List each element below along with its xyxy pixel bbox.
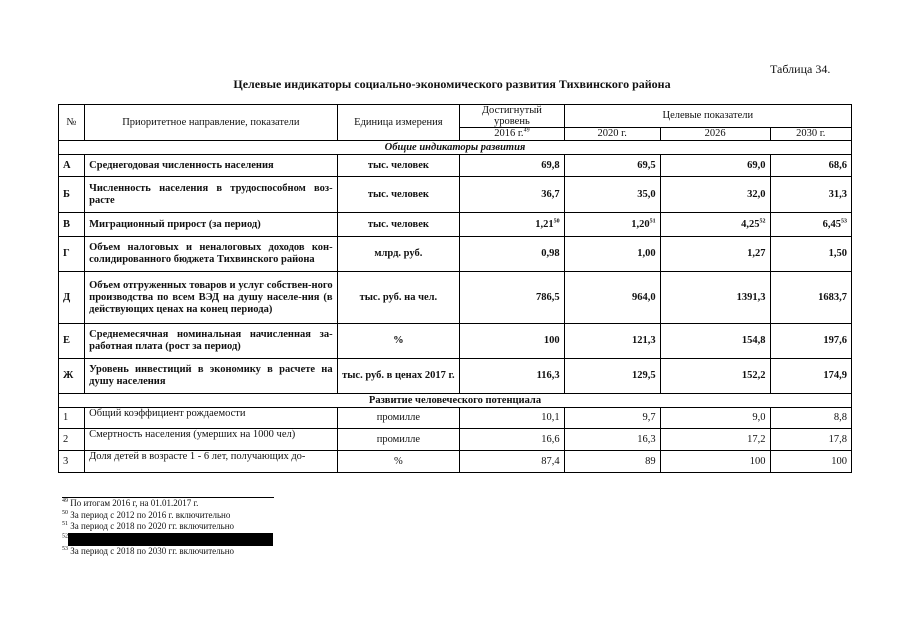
- row-name: Объем отгруженных товаров и услуг собствен-ного производства по всем ВЭД на душу населе-ния (в действующих ценах на конец периода): [85, 272, 337, 324]
- row-name: Общий коэффициент рождаемости: [85, 408, 337, 429]
- row-unit: тыс. человек: [337, 213, 460, 237]
- header-achieved: [460, 105, 564, 128]
- redacted-block: [68, 533, 273, 546]
- row-value-2020: 9,7: [564, 408, 660, 429]
- header-target: Целевые показатели: [564, 105, 851, 128]
- table-row: [59, 237, 852, 272]
- table-row: [59, 429, 852, 451]
- row-value-2030: 1,50: [770, 237, 852, 272]
- row-value-2020: 16,3: [564, 429, 660, 451]
- row-unit: млрд. руб.: [337, 237, 460, 272]
- row-value-2020: 89: [564, 451, 660, 473]
- footnote-49: $^{49}$ По итогам 2016 г, на 01.01.2017 г.: [62, 498, 199, 508]
- row-value-2026: 4,25$^{52}$: [660, 213, 770, 237]
- row-name: Среднегодовая численность населения: [85, 155, 337, 177]
- row-value-2026: 152,2: [660, 359, 770, 394]
- header-achieved-line1: Достигнутый: [481, 105, 542, 116]
- row-unit: промилле: [337, 429, 460, 451]
- row-num: Б: [59, 177, 85, 213]
- row-value-2030: 6,45$^{53}$: [770, 213, 852, 237]
- row-value-2030: 8,8: [770, 408, 852, 429]
- row-value-2016: 87,4: [460, 451, 564, 473]
- row-value-2020: 129,5: [564, 359, 660, 394]
- row-value-2030: 1683,7: [770, 272, 852, 324]
- row-value-2016: 1,21$^{50}$: [460, 213, 564, 237]
- row-unit: %: [337, 324, 460, 359]
- footnote-52: 52: [62, 533, 273, 546]
- row-unit: %: [337, 451, 460, 473]
- row-value-2030: 17,8: [770, 429, 852, 451]
- row-value-2030: 68,6: [770, 155, 852, 177]
- row-num: 1: [59, 408, 85, 429]
- row-num: 2: [59, 429, 85, 451]
- row-name: Уровень инвестиций в экономику в расчете на душу населения: [85, 359, 337, 394]
- row-value-2020: 1,20$^{51}$: [564, 213, 660, 237]
- row-value-2026: 1,27: [660, 237, 770, 272]
- row-value-2016: 16,6: [460, 429, 564, 451]
- row-name: Численность населения в трудоспособном воз-расте: [85, 177, 337, 213]
- table-row: [59, 272, 852, 324]
- footnote-51: $^{51}$ За период с 2018 по 2020 гг. включительно: [62, 521, 235, 531]
- row-value-2016: 36,7: [460, 177, 564, 213]
- row-name: Среднемесячная номинальная начисленная за-работная плата (рост за период): [85, 324, 337, 359]
- section-general: [59, 141, 852, 155]
- row-name: Доля детей в возрасте 1 - 6 лет, получающих до-: [85, 451, 337, 473]
- footnote-53: $^{53}$ За период с 2018 по 2030 гг. включительно: [62, 545, 235, 556]
- table-row: [59, 324, 852, 359]
- row-value-2026: 100: [660, 451, 770, 473]
- table-row: [59, 177, 852, 213]
- row-num: Е: [59, 324, 85, 359]
- header-2026: 2026: [660, 128, 770, 141]
- row-value-2030: 31,3: [770, 177, 852, 213]
- row-value-2026: 32,0: [660, 177, 770, 213]
- row-value-2020: 964,0: [564, 272, 660, 324]
- row-value-2026: 9,0: [660, 408, 770, 429]
- row-name: Смертность населения (умерших на 1000 чел): [85, 429, 337, 451]
- footnote-50: $^{50}$ За период с 2012 по 2016 г. включительно: [62, 509, 231, 520]
- row-num: Г: [59, 237, 85, 272]
- row-value-2030: 197,6: [770, 324, 852, 359]
- header-row-1: [59, 105, 852, 128]
- row-value-2020: 69,5: [564, 155, 660, 177]
- row-unit: тыс. руб. на чел.: [337, 272, 460, 324]
- row-unit: тыс. человек: [337, 155, 460, 177]
- row-value-2016: 786,5: [460, 272, 564, 324]
- header-num: №: [59, 105, 85, 141]
- table-row: [59, 451, 852, 473]
- section-general-title: Общие индикаторы развития: [59, 141, 852, 155]
- row-value-2016: 10,1: [460, 408, 564, 429]
- table-row: [59, 213, 852, 237]
- row-num: А: [59, 155, 85, 177]
- document-title: Целевые индикаторы социально-экономического развития Тихвинского района: [233, 77, 671, 91]
- header-achieved-line2: уровень: [494, 116, 530, 127]
- indicators-table: [58, 104, 852, 473]
- table-label: Таблица 34.: [770, 62, 831, 76]
- row-value-2016: 100: [460, 324, 564, 359]
- table-row: [59, 359, 852, 394]
- section-human-title: Развитие человеческого потенциала: [59, 394, 852, 408]
- row-value-2016: 116,3: [460, 359, 564, 394]
- table-row: [59, 155, 852, 177]
- row-num: В: [59, 213, 85, 237]
- row-num: 3: [59, 451, 85, 473]
- header-2020: 2020 г.: [564, 128, 660, 141]
- row-value-2016: 69,8: [460, 155, 564, 177]
- row-value-2026: 154,8: [660, 324, 770, 359]
- row-value-2026: 17,2: [660, 429, 770, 451]
- row-num: Д: [59, 272, 85, 324]
- row-value-2016: 0,98: [460, 237, 564, 272]
- row-value-2020: 1,00: [564, 237, 660, 272]
- row-value-2020: 35,0: [564, 177, 660, 213]
- row-value-2020: 121,3: [564, 324, 660, 359]
- row-value-2030: 174,9: [770, 359, 852, 394]
- row-unit: тыс. руб. в ценах 2017 г.: [337, 359, 460, 394]
- section-human: [59, 394, 852, 408]
- row-unit: тыс. человек: [337, 177, 460, 213]
- footnotes: [62, 498, 273, 557]
- table-row: [59, 408, 852, 429]
- row-value-2026: 69,0: [660, 155, 770, 177]
- row-num: Ж: [59, 359, 85, 394]
- row-unit: промилле: [337, 408, 460, 429]
- header-achieved-year: 2016 г.$^{49}$: [460, 128, 564, 141]
- row-value-2026: 1391,3: [660, 272, 770, 324]
- row-value-2030: 100: [770, 451, 852, 473]
- row-name: Миграционный прирост (за период): [85, 213, 337, 237]
- header-2030: 2030 г.: [770, 128, 852, 141]
- row-name: Объем налоговых и неналоговых доходов кон-солидированного бюджета Тихвинского района: [85, 237, 337, 272]
- header-unit: Единица измерения: [337, 105, 460, 141]
- header-direction: Приоритетное направление, показатели: [85, 105, 337, 141]
